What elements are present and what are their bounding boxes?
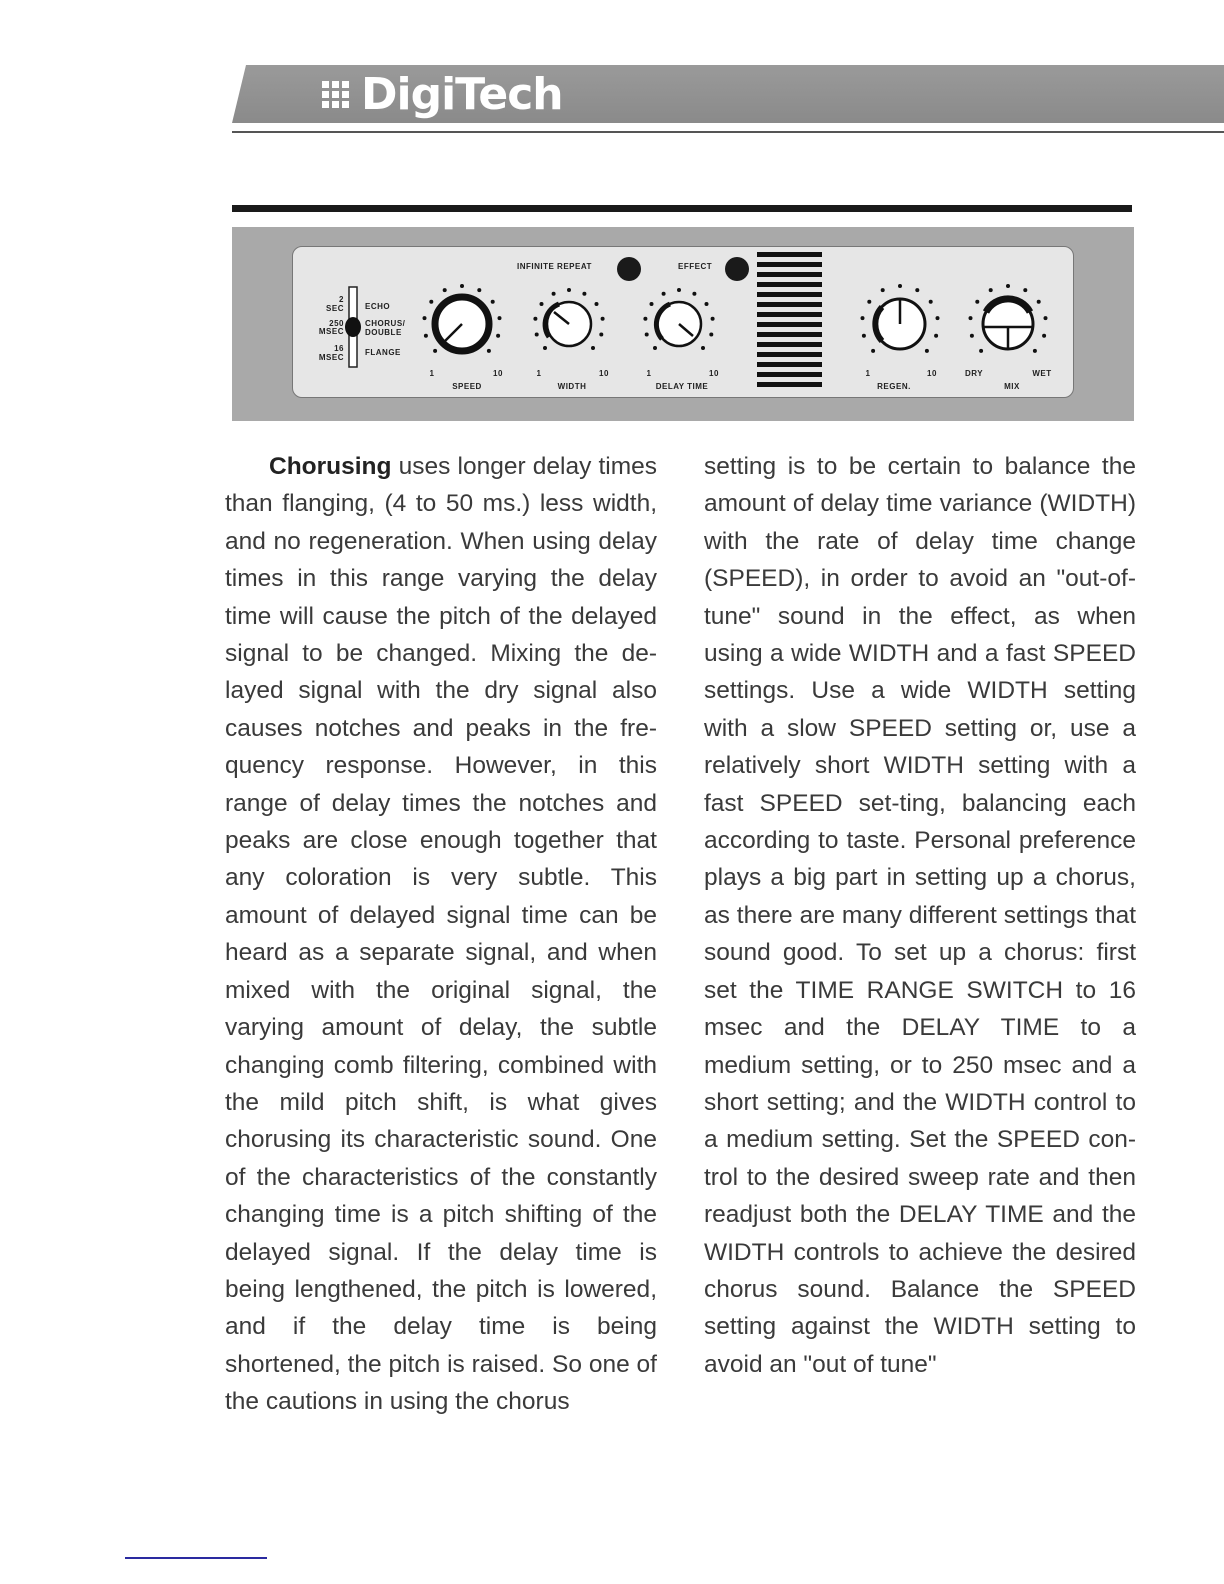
knob-scale-dot bbox=[645, 333, 649, 337]
knob-scale-dot bbox=[871, 349, 875, 353]
knob-scale-dot bbox=[975, 300, 979, 304]
mix-label: MIX bbox=[1004, 382, 1020, 391]
knob-scale-dot bbox=[424, 334, 428, 338]
knob-scale-dot bbox=[1006, 284, 1010, 288]
knob-scale-dot bbox=[498, 316, 502, 320]
range-switch-knob-icon bbox=[345, 317, 361, 337]
range-double: DOUBLE bbox=[365, 328, 402, 337]
knob-scale-dot bbox=[591, 346, 595, 350]
delay-label: DELAY TIME bbox=[655, 382, 709, 391]
front-panel-photo bbox=[232, 227, 1134, 421]
knob-scale-dot bbox=[650, 302, 654, 306]
knob-scale-dot bbox=[709, 333, 713, 337]
section-divider bbox=[232, 205, 1132, 212]
knob-scale-dot bbox=[595, 302, 599, 306]
left-text: uses longer delay times than flanging, (4 to 50 ms.) less width, and no regeneration. When using delay times in this range varying the delay time will cause the pitch of the delayed signal to be changed. Mixing the de-layed signal with the dry signal also causes notches and peaks in the fre-quency response. However, in this range of delay times the notches and peaks are close enough together that any coloration is very subtle. This amount of delayed signal time can be heard as a separate signal, and when mixed with the original signal, the varying amount of delay, the subtle changing comb filtering, combined with the mild pitch shift, is what gives chorusing its characteristic sound. One of the characteristics of the constantly changing time is a pitch shifting of the delayed signal. If the delay time is being lengthened, the pitch is lowered, and if the delay time is being shortened, the pitch is raised. So one of the cautions in using the chorus bbox=[225, 453, 657, 1416]
vent-slot bbox=[757, 382, 822, 387]
width-max: 10 bbox=[599, 369, 609, 378]
knob-scale-dot bbox=[929, 300, 933, 304]
knob-scale-dot bbox=[970, 334, 974, 338]
knob-scale-dot bbox=[881, 288, 885, 292]
vent-slot bbox=[757, 342, 822, 347]
vent-slot bbox=[757, 292, 822, 297]
range-sec: SEC bbox=[326, 304, 344, 313]
vent-slot bbox=[757, 362, 822, 367]
vent-slot bbox=[757, 302, 822, 307]
knob-scale-dot bbox=[1033, 349, 1037, 353]
vent-slot bbox=[757, 282, 822, 287]
knob-scale-dot bbox=[582, 292, 586, 296]
knob-scale-dot bbox=[692, 292, 696, 296]
vent-slot bbox=[757, 332, 822, 337]
knob-scale-dot bbox=[1042, 334, 1046, 338]
knob-scale-dot bbox=[862, 334, 866, 338]
knob-scale-dot bbox=[1044, 316, 1048, 320]
knob-scale-dot bbox=[1037, 300, 1041, 304]
vent-slot bbox=[757, 272, 822, 277]
infinite-repeat-led-icon bbox=[617, 257, 641, 281]
knob-scale-dot bbox=[711, 317, 715, 321]
mix-min: DRY bbox=[964, 369, 984, 378]
speed-label: SPEED bbox=[452, 382, 482, 391]
mix-max: WET bbox=[1032, 369, 1052, 378]
vent-slot bbox=[757, 322, 822, 327]
knob-scale-dot bbox=[491, 300, 495, 304]
knob-scale-dot bbox=[925, 349, 929, 353]
knob-scale-dot bbox=[662, 292, 666, 296]
vent-slot bbox=[757, 312, 822, 317]
range-flange: FLANGE bbox=[365, 348, 401, 357]
footer-rule bbox=[125, 1557, 267, 1559]
header-rule bbox=[232, 131, 1224, 133]
range-250: 250 bbox=[329, 319, 344, 328]
knob-scale-dot bbox=[861, 316, 865, 320]
knob-scale-dot bbox=[677, 288, 681, 292]
range-16: 16 bbox=[334, 344, 344, 353]
knob-scale-dot bbox=[535, 333, 539, 337]
range-2: 2 bbox=[339, 295, 344, 304]
knob-scale-dot bbox=[433, 349, 437, 353]
effect-label: EFFECT bbox=[678, 262, 713, 271]
knob-scale-dot bbox=[915, 288, 919, 292]
range-echo: ECHO bbox=[365, 302, 391, 311]
speed-min: 1 bbox=[429, 369, 435, 378]
vent-slot bbox=[757, 252, 822, 257]
range-msec-2: MSEC bbox=[318, 353, 344, 362]
knob-scale-dot bbox=[601, 317, 605, 321]
knob-scale-dot bbox=[443, 288, 447, 292]
regen-min: 1 bbox=[865, 369, 871, 378]
knob-scale-dot bbox=[643, 317, 647, 321]
knob-scale-dot bbox=[567, 288, 571, 292]
delay-max: 10 bbox=[709, 369, 719, 378]
knob-scale-dot bbox=[599, 333, 603, 337]
knob-scale-dot bbox=[487, 349, 491, 353]
knob-scale-dot bbox=[477, 288, 481, 292]
knob-scale-dot bbox=[552, 292, 556, 296]
front-panel-controls bbox=[232, 227, 1134, 421]
left-column bbox=[225, 448, 657, 1421]
effect-led-icon bbox=[725, 257, 749, 281]
knob-scale-dot bbox=[867, 300, 871, 304]
knob-scale-dot bbox=[934, 334, 938, 338]
brand-logo bbox=[322, 66, 563, 122]
knob-scale-dot bbox=[429, 300, 433, 304]
logo-dots-icon bbox=[322, 81, 349, 108]
vent-slots bbox=[757, 252, 822, 387]
right-column bbox=[704, 448, 1136, 1383]
knob-scale-dot bbox=[533, 317, 537, 321]
vent-slot bbox=[757, 372, 822, 377]
knob-scale-dot bbox=[540, 302, 544, 306]
lead-term: Chorusing bbox=[269, 453, 392, 480]
delay-min: 1 bbox=[646, 369, 652, 378]
knob-scale-dot bbox=[989, 288, 993, 292]
right-paragraph: setting is to be certain to balance the amount of delay time variance (WIDTH) with the rate of delay time change (SPEED), in order to avoid an "out-of-tune" sound in the effect, as when using a wide WIDTH and a fast SPEED settings. Use a wide WIDTH setting with a slow SPEED setting or, use a relatively short WIDTH setting with a fast SPEED set-ting, balancing each according to taste. Personal preference plays a big part in setting up a chorus, as there are many different settings that sound good. To set up a chorus: first set the TIME RANGE SWITCH to 16 msec and the DELAY TIME to a medium setting, or to 250 msec and a short setting; and the WIDTH control to a medium setting. Set the SPEED con-trol to the desired sweep rate and then readjust both the DELAY TIME and the WIDTH controls to achieve the desired chorus sound. Balance the SPEED setting against the WIDTH setting to avoid an "out of tune" bbox=[704, 453, 1136, 1378]
knob-scale-dot bbox=[701, 346, 705, 350]
speed-max: 10 bbox=[493, 369, 503, 378]
infinite-repeat-label: INFINITE REPEAT bbox=[517, 262, 592, 271]
regen-label: REGEN. bbox=[877, 382, 911, 391]
knob-scale-dot bbox=[936, 316, 940, 320]
knob-scale-dot bbox=[705, 302, 709, 306]
width-label: WIDTH bbox=[557, 382, 587, 391]
knob-scale-dot bbox=[969, 316, 973, 320]
vent-slot bbox=[757, 262, 822, 267]
knob-scale-dot bbox=[898, 284, 902, 288]
regen-max: 10 bbox=[927, 369, 937, 378]
vent-slot bbox=[757, 352, 822, 357]
knob-scale-dot bbox=[653, 346, 657, 350]
knob-scale-dot bbox=[1023, 288, 1027, 292]
range-msec-1: MSEC bbox=[318, 327, 344, 336]
knob-scale-dot bbox=[543, 346, 547, 350]
knob-scale-dot bbox=[460, 284, 464, 288]
range-chorus: CHORUS/ bbox=[365, 319, 406, 328]
knob-scale-dot bbox=[423, 316, 427, 320]
brand-name: DigiTech bbox=[361, 68, 563, 120]
knob-scale-dot bbox=[496, 334, 500, 338]
left-paragraph bbox=[225, 448, 657, 1421]
width-min: 1 bbox=[536, 369, 542, 378]
knob-scale-dot bbox=[979, 349, 983, 353]
